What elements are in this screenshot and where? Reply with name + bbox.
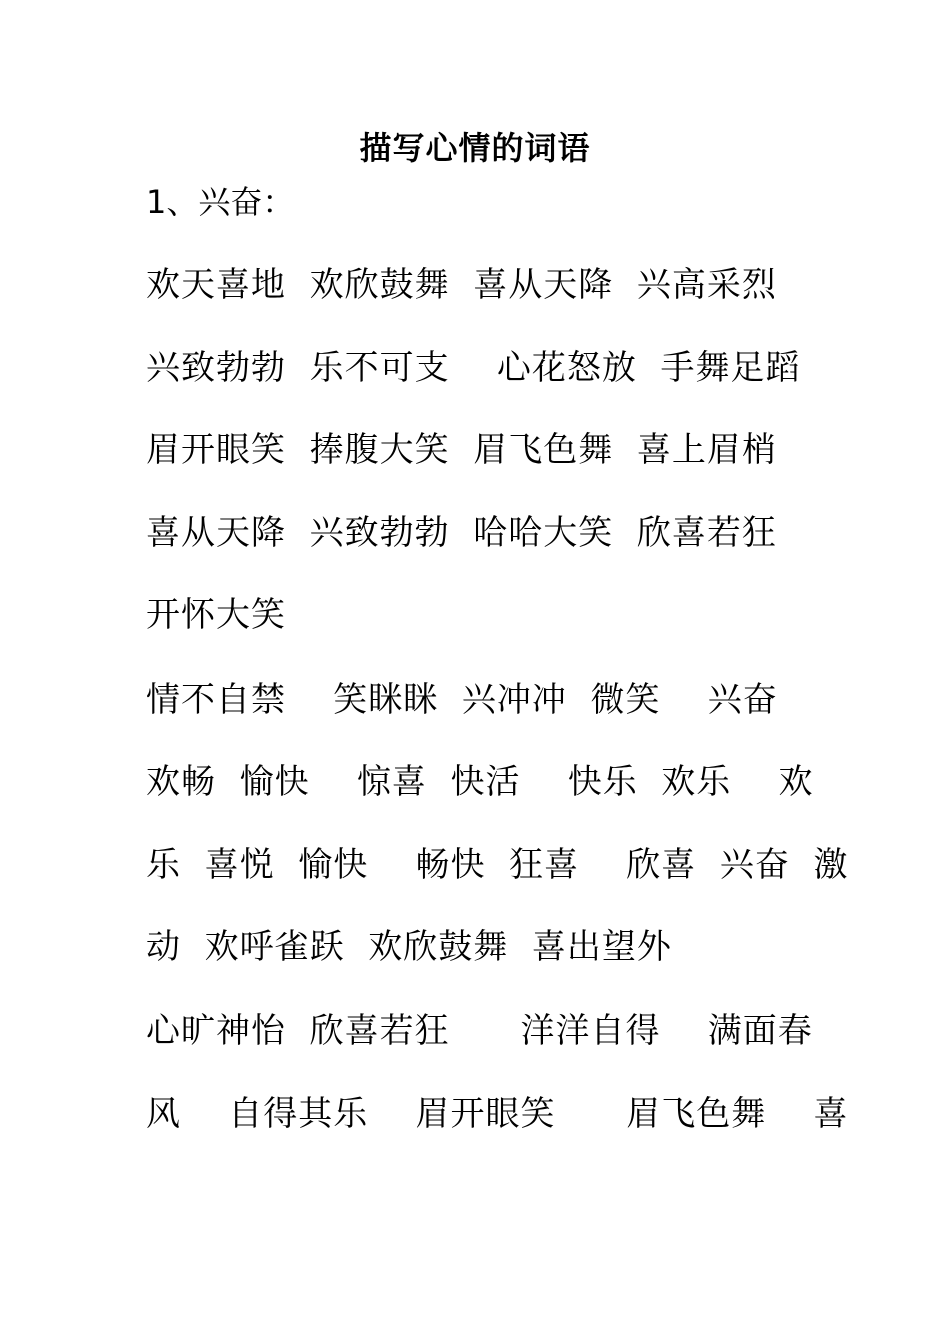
- word-line-10: 心旷神怡 欣喜若狂 洋洋自得 满面春: [146, 1011, 813, 1051]
- word-line-2: 兴致勃勃 乐不可支 心花怒放 手舞足蹈: [146, 348, 801, 388]
- word-line-9: 动 欢呼雀跃 欢欣鼓舞 喜出望外: [146, 927, 672, 967]
- word-line-6: 情不自禁 笑眯眯 兴冲冲 微笑 兴奋: [146, 680, 778, 720]
- word-line-8: 乐 喜悦 愉快 畅快 狂喜 欣喜 兴奋 激: [146, 845, 849, 885]
- word-line-1: 欢天喜地 欢欣鼓舞 喜从天降 兴高采烈: [146, 265, 777, 305]
- word-line-11: 风 自得其乐 眉开眼笑 眉飞色舞 喜: [146, 1094, 849, 1134]
- word-line-4: 喜从天降 兴致勃勃 哈哈大笑 欣喜若狂: [146, 513, 777, 553]
- word-line-3: 眉开眼笑 捧腹大笑 眉飞色舞 喜上眉梢: [146, 430, 777, 470]
- word-line-5: 开怀大笑: [146, 595, 286, 635]
- page-title: 描写心情的词语: [359, 129, 591, 167]
- section-heading: 1、兴奋：: [146, 183, 295, 221]
- word-line-7: 欢畅 愉快 惊喜 快活 快乐 欢乐 欢: [146, 762, 814, 802]
